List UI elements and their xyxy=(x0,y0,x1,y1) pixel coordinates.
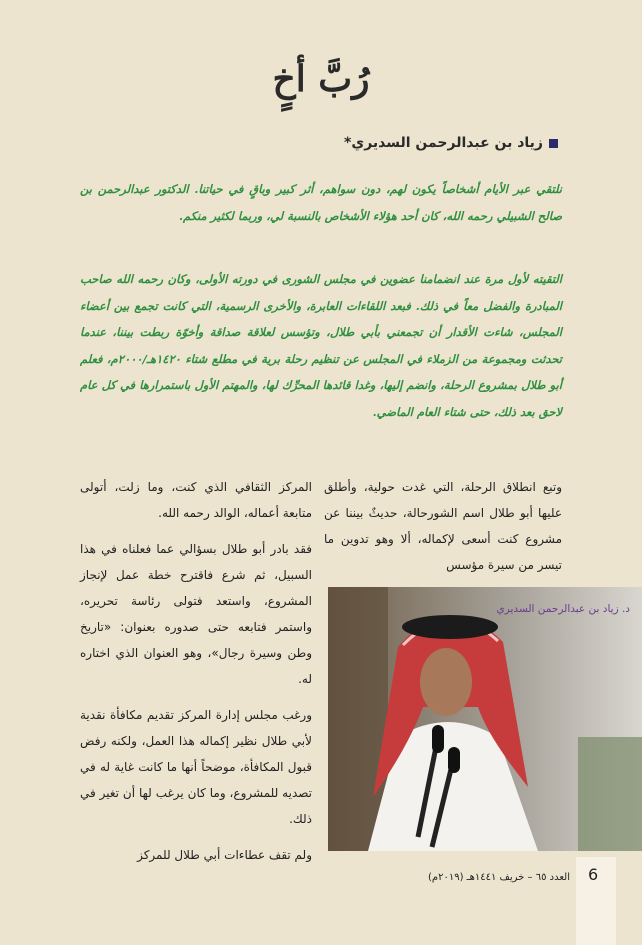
intro-paragraph-2: التقيته لأول مرة عند انضمامنا عضوين في مجلس الشورى في دورته الأولى، وكان رحمه الله صاحب المبادرة والفضل معاً في ذلك. فبعد اللقاءات العابرة، والأخرى الرسمية، التي كانت تجمع بين أعضاء المجلس، شاءت الأقدار أن تجمعني بأبي طلال، وتؤسس لعلاقة صداقة وأخوّة ربطت بيننا، عندما تحدثت ومجموعة من الزملاء في المجلس عن تنظيم رحلة برية في مطلع شتاء ١٤٢٠هـ/٢٠٠٠م، فعلم أبو طلال بمشروع الرحلة، وانضم إليها، وغدا قائدها المحرِّك لها، والمهتم الأول باستمرارها في كل عام لاحق بعد ذلك، حتى شتاء العام الماضي. xyxy=(80,272,562,419)
speaker-photo-illustration xyxy=(328,587,642,851)
author-name: زياد بن عبدالرحمن السديري* xyxy=(344,135,543,151)
intro-paragraph-1: نلتقي عبر الأيام أشخاصاً يكون لهم، دون سواهم، أثر كبير وباقٍ في حياتنا. الدكتور عبدالرحمن بن صالح الشبيلي رحمه الله، كان أحد هؤلاء الأشخاص بالنسبة لي، وربما لكثير منكم. xyxy=(80,182,562,223)
body-paragraph: وتبع انطلاق الرحلة، التي غدت حولية، وأطلق عليها أبو طلال اسم الشورحالة، حديثٌ بيننا عن مشروع كنت أسعى لإكماله، ألا وهو تدوين ما تيسر من سيرة مؤسس xyxy=(324,480,562,572)
author-byline xyxy=(344,135,558,151)
body-paragraph: ولم تقف عطاءات أبي طلال للمركز xyxy=(137,848,312,862)
page-number: 6 xyxy=(588,865,599,884)
photo-caption: د. زياد بن عبدالرحمن السديري xyxy=(496,603,630,615)
article-title: رُبَّ أخٍ xyxy=(272,58,370,100)
body-paragraph: فقد بادر أبو طلال بسؤالي عما فعلناه في هذا السبيل، ثم شرع فاقترح خطة عمل لإنجاز المشروع، واستعد فتولى رئاسة تحريره، واستمر فتابعه حتى صدوره بعنوان: «تاريخ وطن وسيرة رجال»، وهو العنوان الذي اختاره له. xyxy=(80,542,312,686)
left-column xyxy=(80,474,312,878)
bullet-square-icon xyxy=(549,139,558,148)
issue-info: العدد ٦٥ – خريف ١٤٤١هـ (٢٠١٩م) xyxy=(427,872,570,883)
speaker-photo xyxy=(328,587,642,851)
right-column xyxy=(324,474,562,588)
body-paragraph: المركز الثقافي الذي كنت، وما زلت، أتولى متابعة أعماله، الوالد رحمه الله. xyxy=(80,480,312,520)
body-paragraph: ورغب مجلس إدارة المركز تقديم مكافأة نقدية لأبي طلال نظير إكماله هذا العمل، ولكنه رفض قبول المكافأة، موضحاً أنها ما كانت غاية له في تصديه للمشروع، وما كان يرغب لها أن تغير في ذلك. xyxy=(80,708,312,826)
